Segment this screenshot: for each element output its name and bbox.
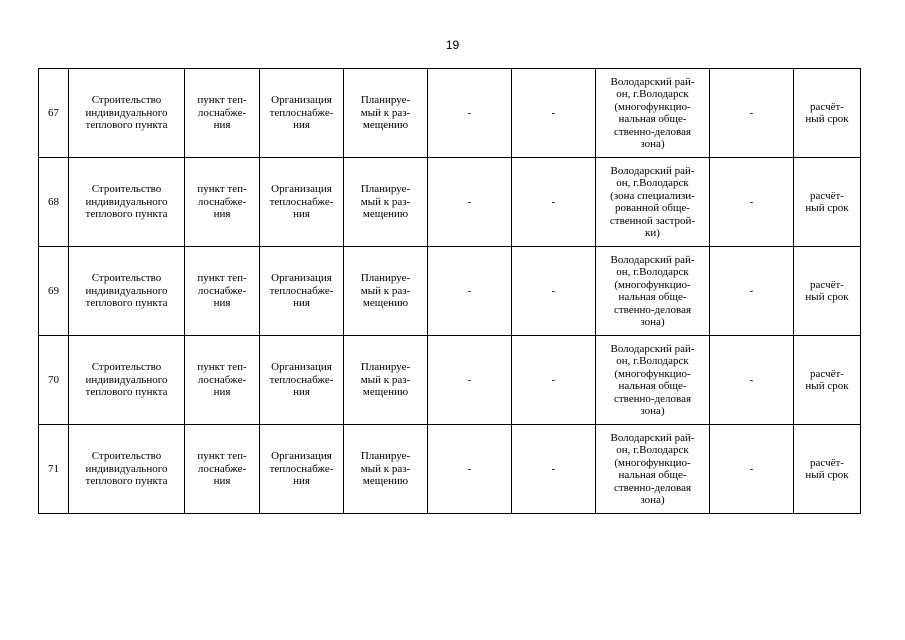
term-cell: расчёт- ный срок xyxy=(794,69,861,158)
characteristic-cell: - xyxy=(512,69,596,158)
row-number-cell: 70 xyxy=(39,336,69,425)
characteristic-cell: - xyxy=(428,425,512,514)
status-cell: Планируе- мый к раз- мещению xyxy=(344,336,428,425)
object-type-cell: пункт теп- лоснабже- ния xyxy=(185,69,260,158)
purpose-cell: Организация теплоснабже- ния xyxy=(260,69,344,158)
location-cell: Володарский рай- он, г.Володарск (многофункцио- нальная обще- ственно-деловая зона) xyxy=(596,69,710,158)
purpose-cell: Организация теплоснабже- ния xyxy=(260,425,344,514)
characteristic-cell: - xyxy=(428,336,512,425)
row-number-cell: 69 xyxy=(39,247,69,336)
page-number: 19 xyxy=(445,38,460,52)
status-cell: Планируе- мый к раз- мещению xyxy=(344,69,428,158)
purpose-cell: Организация теплоснабже- ния xyxy=(260,158,344,247)
purpose-cell: Организация теплоснабже- ния xyxy=(260,336,344,425)
row-number-cell: 67 xyxy=(39,69,69,158)
object-name-cell: Строительство индивидуального теплового пункта xyxy=(69,69,185,158)
table-row xyxy=(39,158,861,247)
location-cell: Володарский рай- он, г.Володарск (многофункцио- нальная обще- ственно-деловая зона) xyxy=(596,425,710,514)
location-cell: Володарский рай- он, г.Володарск (многофункцио- нальная обще- ственно-деловая зона) xyxy=(596,247,710,336)
term-cell: расчёт- ный срок xyxy=(794,158,861,247)
row-number-cell: 71 xyxy=(39,425,69,514)
row-number-cell: 68 xyxy=(39,158,69,247)
zone-characteristic-cell: - xyxy=(710,69,794,158)
table-body xyxy=(39,69,861,514)
object-type-cell: пункт теп- лоснабже- ния xyxy=(185,336,260,425)
characteristic-cell: - xyxy=(512,158,596,247)
object-type-cell: пункт теп- лоснабже- ния xyxy=(185,158,260,247)
zone-characteristic-cell: - xyxy=(710,425,794,514)
characteristic-cell: - xyxy=(512,425,596,514)
term-cell: расчёт- ный срок xyxy=(794,336,861,425)
zone-characteristic-cell: - xyxy=(710,158,794,247)
location-cell: Володарский рай- он, г.Володарск (многофункцио- нальная обще- ственно-деловая зона) xyxy=(596,336,710,425)
characteristic-cell: - xyxy=(428,247,512,336)
object-type-cell: пункт теп- лоснабже- ния xyxy=(185,425,260,514)
table-row xyxy=(39,336,861,425)
facilities-table xyxy=(38,68,861,514)
table-row xyxy=(39,247,861,336)
zone-characteristic-cell: - xyxy=(710,247,794,336)
characteristic-cell: - xyxy=(428,158,512,247)
status-cell: Планируе- мый к раз- мещению xyxy=(344,247,428,336)
object-name-cell: Строительство индивидуального теплового пункта xyxy=(69,158,185,247)
characteristic-cell: - xyxy=(512,247,596,336)
object-type-cell: пункт теп- лоснабже- ния xyxy=(185,247,260,336)
object-name-cell: Строительство индивидуального теплового пункта xyxy=(69,425,185,514)
object-name-cell: Строительство индивидуального теплового пункта xyxy=(69,336,185,425)
characteristic-cell: - xyxy=(512,336,596,425)
table-row xyxy=(39,425,861,514)
location-cell: Володарский рай- он, г.Володарск (зона специализи- рованной обще- ственной застрой- ки) xyxy=(596,158,710,247)
term-cell: расчёт- ный срок xyxy=(794,425,861,514)
characteristic-cell: - xyxy=(428,69,512,158)
purpose-cell: Организация теплоснабже- ния xyxy=(260,247,344,336)
term-cell: расчёт- ный срок xyxy=(794,247,861,336)
zone-characteristic-cell: - xyxy=(710,336,794,425)
object-name-cell: Строительство индивидуального теплового пункта xyxy=(69,247,185,336)
status-cell: Планируе- мый к раз- мещению xyxy=(344,425,428,514)
table-row xyxy=(39,69,861,158)
status-cell: Планируе- мый к раз- мещению xyxy=(344,158,428,247)
